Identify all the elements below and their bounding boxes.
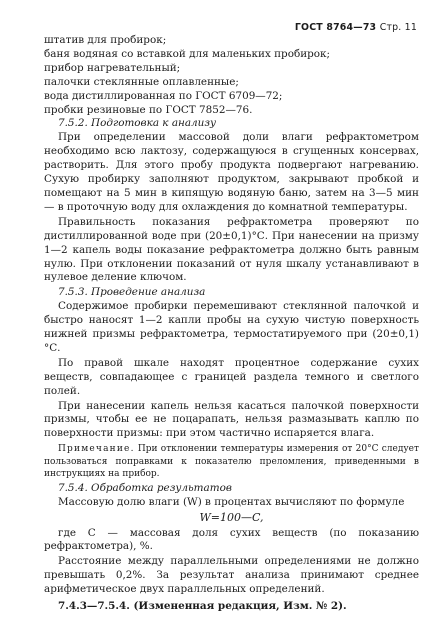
paragraph: При нанесении капель нельзя касаться палочкой поверхности призмы, чтобы ее не поцарапать, нельзя размазывать каплю по поверхности призмы: при этом частично испаряется влага. bbox=[44, 399, 419, 440]
paragraph: По правой шкале находят процентное содержание сухих веществ, совпадающее с границей раздела темного и светлого полей. bbox=[44, 356, 419, 397]
paragraph: Правильность показания рефрактометра проверяют по дистиллированной воде при (20±0,1)°С. При нанесении на призму 1—2 капель воды показание рефрактометра должно быть равным нулю. При отклонении показаний от нуля шкалу устанавливают в нулевое деление ключом. bbox=[44, 215, 419, 284]
section-heading-preparation: 7.5.2. Подготовка к анализу bbox=[58, 117, 217, 130]
standard-number: ГОСТ 8764—73 bbox=[294, 22, 377, 33]
amendment-note: 7.4.3—7.5.4. (Измененная редакция, Изм. № 2). bbox=[58, 600, 347, 613]
paragraph: Расстояние между параллельными определениями не должно превышать 0,2%. За результат анализа принимают среднее арифметическое двух параллельных определений. bbox=[44, 555, 419, 596]
list-item: пробки резиновые по ГОСТ 7852—76. bbox=[44, 103, 253, 116]
list-item: баня водяная со вставкой для маленьких пробирок; bbox=[44, 47, 331, 60]
section-heading-analysis: 7.5.3. Проведение анализа bbox=[58, 286, 206, 299]
page-header bbox=[295, 21, 417, 35]
paragraph: При определении массовой доли влаги рефрактометром необходимо всю лактозу, содержащуюся в сгущенных консервах, растворить. Для этого пробу продукта подвергают нагреванию. Сухую пробирку заполняют продуктом, закрывают пробкой и помещают на 5 мин в кипящую водяную баню, затем на 3—5 мин — в проточную воду для охлаждения до комнатной температуры. bbox=[44, 131, 419, 213]
formula: W=100—C, bbox=[199, 510, 264, 524]
note-text: При отклонении температуры измерения от 20°С следует пользоваться поправками к показателю преломления, приведенными в инструкциях на прибор. bbox=[44, 444, 419, 480]
paragraph: Массовую долю влаги (W) в процентах вычисляют по формуле bbox=[58, 495, 405, 508]
note bbox=[44, 443, 419, 481]
page-number: Стр. 11 bbox=[379, 22, 417, 33]
section-heading-results: 7.5.4. Обработка результатов bbox=[58, 481, 232, 494]
list-item: штатив для пробирок; bbox=[44, 34, 167, 46]
paragraph: Содержимое пробирки перемешивают стеклянной палочкой и быстро наносят 1—2 капли пробы на сухую чистую поверхность нижней призмы рефрактометра, термостатируемого при (20±0,1)°С. bbox=[44, 300, 419, 354]
list-item: палочки стеклянные оплавленные; bbox=[44, 75, 239, 88]
paragraph: где C — массовая доля сухих веществ (по показанию рефрактометра), %. bbox=[44, 526, 419, 553]
note-label: Примечание. bbox=[58, 444, 135, 455]
list-item: вода дистиллированная по ГОСТ 6709—72; bbox=[44, 89, 283, 102]
list-item: прибор нагревательный; bbox=[44, 61, 181, 74]
